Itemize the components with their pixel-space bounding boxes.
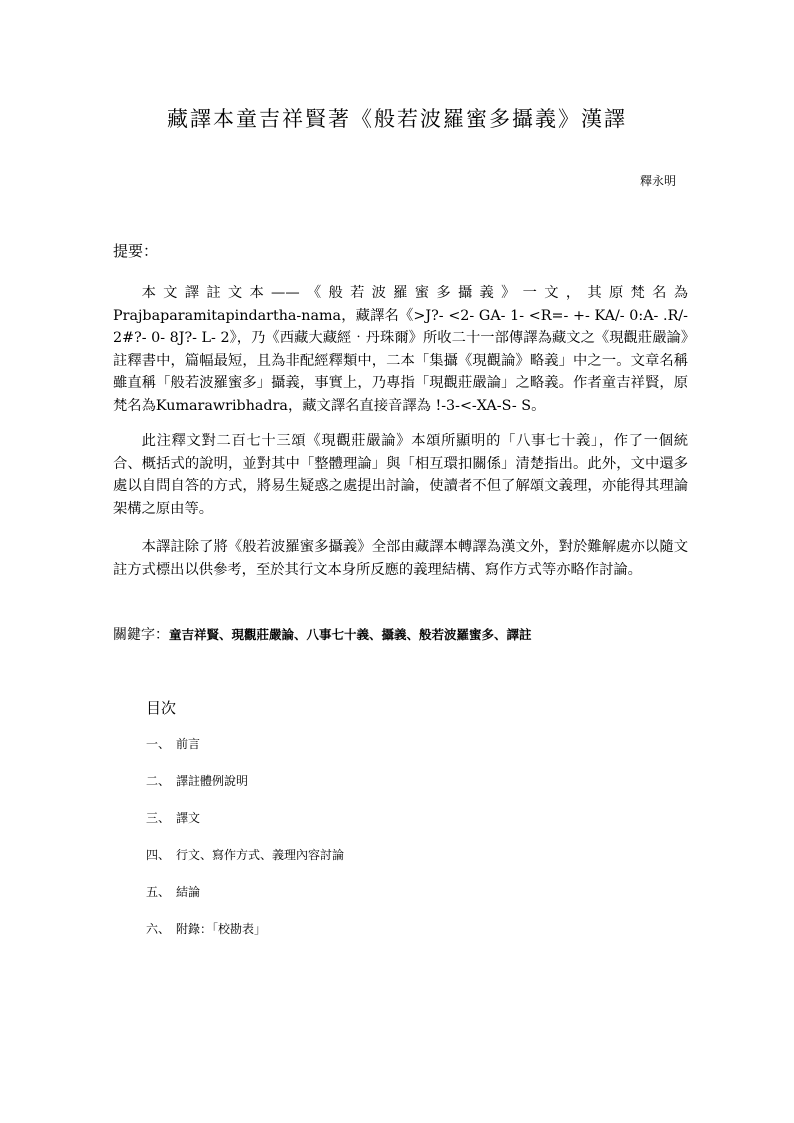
toc-item-label: 譯文 xyxy=(176,811,201,825)
toc-item-label: 行文、寫作方式、義理內容討論 xyxy=(176,848,345,862)
toc-item-number: 五、 xyxy=(146,885,171,899)
keywords-values: 童吉祥賢、現觀莊嚴論、八事七十義、攝義、般若波羅蜜多、譯註 xyxy=(169,627,532,642)
toc-item xyxy=(146,772,344,809)
keywords xyxy=(113,624,532,644)
toc-item-label: 前言 xyxy=(176,737,201,751)
toc-item-label: 譯註體例說明 xyxy=(176,774,249,788)
paper-title: 藏譯本童吉祥賢著《般若波羅蜜多攝義》漢譯 xyxy=(167,107,627,131)
toc-item-label: 結論 xyxy=(176,885,201,899)
abstract-paragraph-1: 本文譯註文本——《般若波羅蜜多攝義》一文，其原梵名為Prajbaparamitapindartha-nama，藏譯名《>J?- <2- GA- 1- <R=- +- KA/- 0:A- .R/- 2#?- 0- 8J?- L- 2》，乃《西藏大藏經‧丹珠爾》所收二十一部傳譯為藏文之《現觀莊嚴論》註釋書中，篇幅最短，且為非配經釋類中，二本「集攝《現觀論》略義」中之一。文章名稱雖直稱「般若波羅蜜多」攝義，事實上，乃專指「現觀莊嚴論」之略義。作者童吉祥賢，原梵名為Kumarawribhadra，藏文譯名直接音譯為 !-3-<-XA-S- S。 xyxy=(113,285,688,414)
toc-item-label: 附錄：「校勘表」 xyxy=(176,922,267,936)
toc-item xyxy=(146,809,344,846)
toc-item xyxy=(146,920,344,957)
toc-item xyxy=(146,883,344,920)
toc-heading: 目次 xyxy=(146,699,177,717)
abstract-paragraph-2: 此注釋文對二百七十三頌《現觀莊嚴論》本頌所顯明的「八事七十義」，作了一個統合、概括式的說明，並對其中「整體理論」與「相互環扣關係」清楚指出。此外，文中還多處以自問自答的方式，將易生疑惑之處提出討論，使讀者不但了解頌文義理，亦能得其理論架構之原由等。 xyxy=(113,433,688,517)
author-name: 釋永明 xyxy=(639,174,676,188)
toc-item xyxy=(146,735,344,772)
keywords-label: 關鍵字： xyxy=(113,627,169,643)
toc-item-number: 四、 xyxy=(146,848,171,862)
toc-item-number: 三、 xyxy=(146,811,171,825)
toc-item-number: 六、 xyxy=(146,922,171,936)
toc-item xyxy=(146,846,344,883)
toc-item-number: 一、 xyxy=(146,737,171,751)
toc-item-number: 二、 xyxy=(146,774,171,788)
table-of-contents xyxy=(146,735,344,957)
abstract-heading: 提要： xyxy=(113,242,159,260)
abstract-paragraph-3: 本譯註除了將《般若波羅蜜多攝義》全部由藏譯本轉譯為漢文外，對於難解處亦以隨文註方式標出以供參考，至於其行文本身所反應的義理結構、寫作方式等亦略作討論。 xyxy=(113,539,688,578)
